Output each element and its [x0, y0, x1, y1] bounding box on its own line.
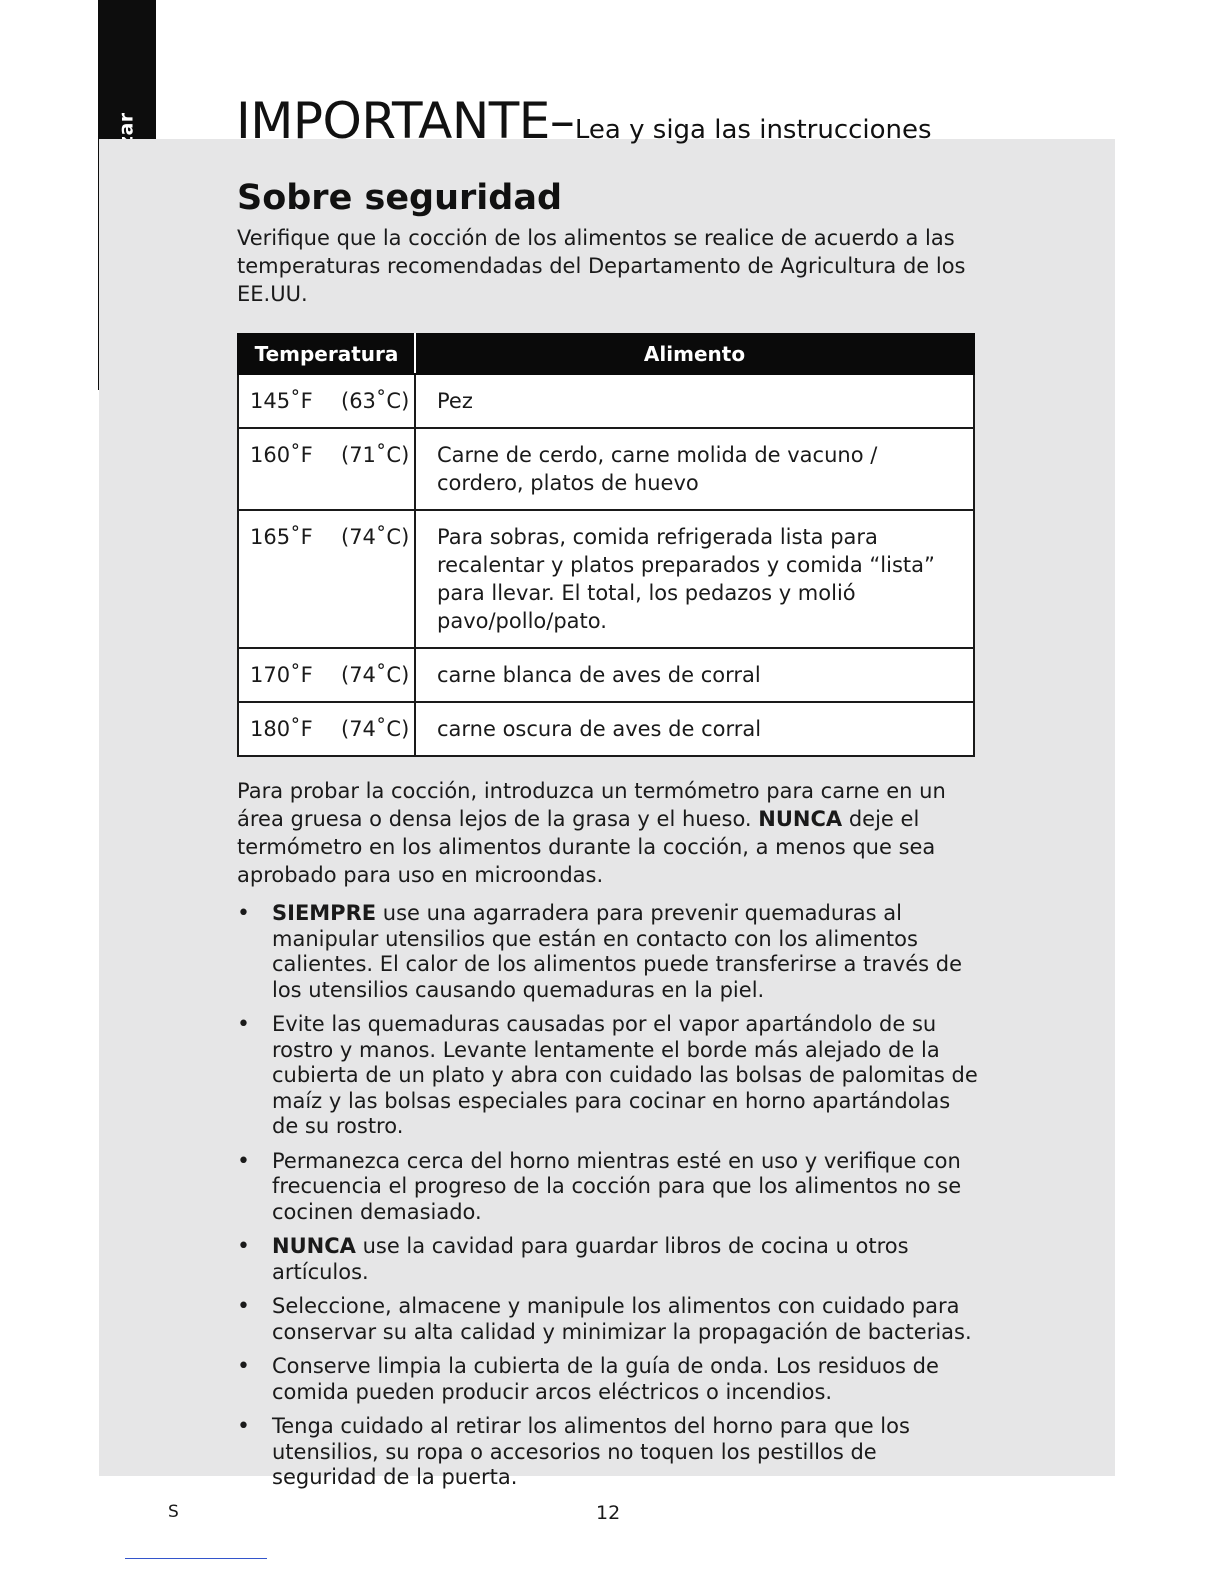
list-item-text: Tenga cuidado al retirar los alimentos del horno para que los utensilios, su ropa o accesorios no toquen los pestillos de seguridad de la puerta. — [272, 1414, 910, 1489]
list-item — [237, 1234, 982, 1285]
temp-cell — [238, 428, 415, 510]
temp-fahrenheit: 180˚F — [250, 717, 313, 741]
food-cell: carne blanca de aves de corral — [415, 648, 974, 702]
list-item-text: Seleccione, almacene y manipule los alimentos con cuidado para conservar su alta calidad y minimizar la propagación de bacterias. — [272, 1294, 972, 1344]
temp-fahrenheit: 145˚F — [250, 389, 313, 413]
food-cell: Carne de cerdo, carne molida de vacuno / cordero, platos de huevo — [415, 428, 974, 510]
list-item — [237, 1354, 982, 1405]
temp-cell — [238, 510, 415, 648]
main-content — [237, 170, 977, 1500]
temperature-table — [237, 333, 975, 757]
paragraph-text-before: Para probar la cocción, introduzca un termómetro para carne en un área gruesa o densa lejos de la grasa y el hueso. — [237, 779, 946, 831]
list-item — [237, 901, 982, 1003]
temp-celsius: (74˚C) — [341, 663, 410, 687]
page-number: 12 — [596, 1502, 621, 1524]
title-main: IMPORTANTE — [236, 92, 550, 150]
title-subtitle: Lea y siga las instrucciones — [574, 115, 932, 145]
temp-cell — [238, 374, 415, 428]
temp-cell — [238, 702, 415, 756]
paragraph-bold-warning: NUNCA — [758, 807, 843, 831]
temp-celsius: (71˚C) — [341, 443, 410, 467]
safety-list — [237, 901, 982, 1491]
list-item-bold: SIEMPRE — [272, 901, 377, 925]
table-row — [238, 510, 974, 648]
list-item-bold: NUNCA — [272, 1234, 356, 1258]
food-cell: Pez — [415, 374, 974, 428]
column-header-temperature: Temperatura — [238, 334, 415, 374]
page-title — [236, 92, 932, 150]
list-item — [237, 1294, 982, 1345]
paragraph-text-after: deje el termómetro en los alimentos durante la cocción, a menos que sea aprobado para uso en microondas. — [237, 807, 936, 887]
food-cell: Para sobras, comida refrigerada lista para recalentar y platos preparados y comida “lista” para llevar. El total, los pedazos y molió pavo/pollo/pato. — [415, 510, 974, 648]
list-item — [237, 1149, 982, 1226]
temp-celsius: (74˚C) — [341, 717, 410, 741]
list-item-text: Permanezca cerca del horno mientras esté en uso y verifique con frecuencia el progreso de la cocción para que los alimentos no se cocinen demasiado. — [272, 1148, 962, 1224]
temp-fahrenheit: 170˚F — [250, 663, 313, 687]
intro-text: Verifique que la cocción de los alimentos se realice de acuerdo a las temperaturas recomendadas del Departamento de Agricultura de los EE.UU. — [237, 226, 966, 306]
list-item-text: use una agarradera para prevenir quemaduras al manipular utensilios que están en contacto con los alimentos calientes. El calor de los alimentos puede transferirse a través de los utensilios causando quemaduras en la piel. — [272, 901, 963, 1002]
table-row — [238, 648, 974, 702]
list-item-text: Conserve limpia la cubierta de la guía de onda. Los residuos de comida pueden producir arcos eléctricos o incendios. — [272, 1354, 939, 1404]
table-row — [238, 702, 974, 756]
list-item — [237, 1414, 982, 1491]
table-row — [238, 374, 974, 428]
column-header-food: Alimento — [415, 334, 974, 374]
temp-cell — [238, 648, 415, 702]
list-item — [237, 1012, 982, 1140]
temp-fahrenheit: 160˚F — [250, 443, 313, 467]
thermometer-paragraph — [237, 777, 967, 889]
table-header-row — [238, 334, 974, 374]
food-cell: carne oscura de aves de corral — [415, 702, 974, 756]
section-heading: Sobre seguridad — [237, 178, 563, 218]
title-dash: – — [549, 92, 575, 150]
footer-code: S — [168, 1502, 179, 1522]
list-item-text: use la cavidad para guardar libros de cocina u otros artículos. — [272, 1234, 909, 1284]
list-item-text: Evite las quemaduras causadas por el vapor apartándolo de su rostro y manos. Levante lentamente el borde más alejado de la cubierta de un plato y abra con cuidado las bolsas de palomitas de maíz y las bolsas especiales para cocinar en horno apartándolas de su rostro. — [272, 1012, 978, 1138]
temp-celsius: (74˚C) — [341, 525, 410, 549]
temp-fahrenheit: 165˚F — [250, 525, 313, 549]
temp-celsius: (63˚C) — [341, 389, 410, 413]
table-row — [238, 428, 974, 510]
footer-rule — [125, 1558, 267, 1559]
